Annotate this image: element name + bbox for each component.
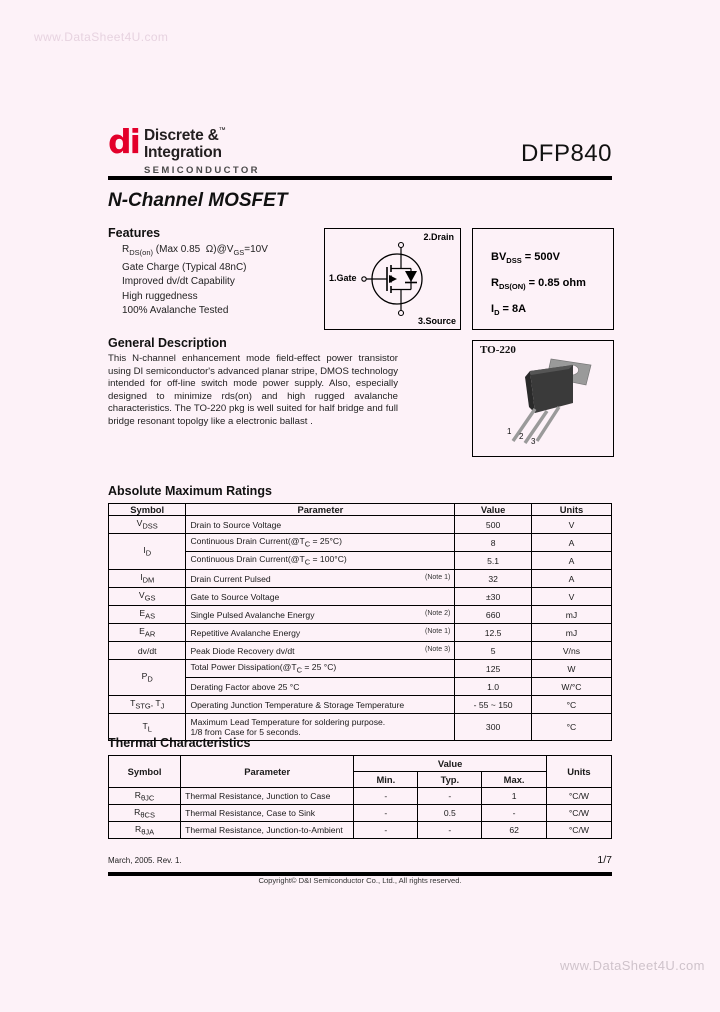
- part-number: DFP840: [520, 140, 612, 167]
- row-units: °C: [531, 696, 611, 714]
- row-value: 5: [455, 642, 532, 660]
- features-list: [122, 243, 268, 319]
- mosfet-symbol-icon: [325, 229, 460, 329]
- row-units: A: [531, 534, 611, 552]
- logo-line-1: Discrete &: [143, 127, 219, 144]
- row-value: 300: [455, 714, 532, 741]
- absolute-max-ratings-heading: Absolute Maximum Ratings: [108, 484, 272, 498]
- col-header-units: Units: [546, 756, 611, 788]
- mosfet-symbol-box: [324, 228, 461, 330]
- row-note: (Note 1): [425, 573, 451, 581]
- table-row: [109, 570, 612, 588]
- row-units: V: [531, 516, 611, 534]
- col-header-value: Value: [455, 504, 532, 516]
- col-header-symbol: Symbol: [109, 756, 181, 788]
- row-note: (Note 3): [425, 645, 451, 653]
- table-row: [109, 822, 612, 839]
- row-units: °C: [531, 714, 611, 741]
- feature-item-1: Gate Charge (Typical 48nC): [122, 261, 247, 273]
- row-value: 8: [455, 534, 532, 552]
- row-parameter-text: Single Pulsed Avalanche Energy: [190, 609, 315, 620]
- row-typ: -: [418, 822, 482, 839]
- row-symbol: $R_{\theta JC}$: [109, 788, 181, 805]
- package-pin-1: 1: [507, 427, 512, 436]
- logo-line-3: SEMICONDUCTOR: [143, 164, 260, 176]
- col-header-parameter: Parameter: [186, 504, 455, 516]
- row-parameter: Continuous Drain $Current(@T_C = 100^\circ C)$: [186, 552, 455, 570]
- row-symbol: $I_{DM}$: [109, 570, 186, 588]
- row-parameter: Continuous Drain $Current(@T_C = 25^\circ C)$: [186, 534, 455, 552]
- table-row: [109, 642, 612, 660]
- col-header-value: Value: [354, 756, 547, 772]
- row-value: 12.5: [455, 624, 532, 642]
- row-units: A: [531, 570, 611, 588]
- row-parameter: Maximum Lead Temperature for soldering purpose. 1/8 from Case for 5 seconds.: [186, 714, 455, 741]
- feature-item-3: High ruggedness: [122, 290, 198, 302]
- row-note: (Note 1): [425, 627, 451, 635]
- feature-item-4: 100% Avalanche Tested: [122, 305, 229, 317]
- row-value: 125: [455, 660, 532, 678]
- col-header-min: Min.: [354, 772, 418, 788]
- package-pin-3: 3: [531, 437, 536, 446]
- general-description-body: This N-channel enhancement mode field-effect power transistor using DI semiconductor's advanced planar stripe, DMOS technology intended for off-line switch mode power supply. Also, especially designed to minimize rds(on) and high rugged avalanche characteristics. The TO-220 pkg is well suited for half bridge and full bridge resonant topolgy like a electronic ballast .: [108, 353, 398, 427]
- row-parameter: [186, 642, 455, 660]
- footer-copyright: Copyright© D&I Semiconductor Co., Ltd., All rights reserved.: [258, 876, 462, 885]
- thermal-characteristics-table: [108, 755, 612, 839]
- footer-rule: [108, 872, 612, 876]
- row-typ: -: [418, 788, 482, 805]
- row-symbol: $E_{AS}$: [109, 606, 186, 624]
- row-units: W: [531, 660, 611, 678]
- row-value: 1.0: [455, 678, 532, 696]
- row-parameter: Operating Junction Temperature & Storage Temperature: [186, 696, 455, 714]
- row-parameter: Thermal Resistance, Case to Sink: [181, 805, 354, 822]
- company-logo: [108, 122, 260, 177]
- absolute-max-ratings-table: [108, 503, 612, 741]
- table-row: [109, 805, 612, 822]
- row-units: W/°C: [531, 678, 611, 696]
- feature-item-0: $R_{DS(on)}$ (Max 0.85 $\Omega)@V_{GS}=10V$: [122, 244, 268, 257]
- table-row: [109, 588, 612, 606]
- row-units: V: [531, 588, 611, 606]
- to220-package-image: [473, 341, 613, 456]
- key-specs-box: [472, 228, 614, 330]
- row-min: -: [354, 788, 418, 805]
- col-header-units: Units: [531, 504, 611, 516]
- spec-rdson: $R_{DS(ON)} = 0.85$ ohm: [491, 277, 586, 292]
- row-symbol: $E_{AR}$: [109, 624, 186, 642]
- row-units: mJ: [531, 606, 611, 624]
- symbol-drain-label: 2.Drain: [423, 232, 454, 242]
- col-header-parameter: Parameter: [181, 756, 354, 788]
- page-header: [108, 122, 612, 180]
- header-rule: [108, 176, 612, 180]
- package-pin-2: 2: [519, 432, 524, 441]
- row-parameter-text: Repetitive Avalanche Energy: [190, 627, 301, 638]
- table-row: [109, 534, 612, 552]
- table-header-row: [109, 756, 612, 772]
- footer-revision: March, 2005. Rev. 1.: [108, 856, 182, 865]
- row-parameter: Thermal Resistance, Junction-to-Ambient: [181, 822, 354, 839]
- feature-item-2: Improved dv/dt Capability: [122, 276, 235, 288]
- general-description-heading: General Description: [108, 336, 227, 350]
- row-parameter: [186, 570, 455, 588]
- row-value: 500: [455, 516, 532, 534]
- symbol-gate-label: 1.Gate: [329, 273, 357, 283]
- row-units: V/ns: [531, 642, 611, 660]
- row-note: (Note 2): [425, 609, 451, 617]
- package-name-label: TO-220: [480, 344, 516, 356]
- table-row: [109, 606, 612, 624]
- features-heading: Features: [108, 226, 161, 240]
- row-units: °C/W: [546, 788, 611, 805]
- watermark-top: www.DataSheet4U.com: [34, 30, 169, 44]
- row-parameter: Drain to Source Voltage: [186, 516, 455, 534]
- row-parameter: Thermal Resistance, Junction to Case: [181, 788, 354, 805]
- row-typ: 0.5: [418, 805, 482, 822]
- footer-page-number: 1/7: [597, 854, 612, 866]
- row-value: ±30: [455, 588, 532, 606]
- spec-id: $I_D = 8A$: [491, 303, 527, 318]
- row-symbol: $R_{\theta JA}$: [109, 822, 181, 839]
- row-value: 5.1: [455, 552, 532, 570]
- logo-line-2: Integration: [143, 144, 222, 161]
- logo-mark-di: di: [108, 122, 139, 161]
- thermal-characteristics-heading: Thermal Characteristics: [108, 736, 251, 750]
- row-units: °C/W: [546, 805, 611, 822]
- table-row: [109, 788, 612, 805]
- watermark-bottom: www.DataSheet4U.com: [560, 958, 705, 973]
- row-parameter-text: Peak Diode Recovery dv/dt: [190, 645, 295, 656]
- row-symbol: dv/dt: [109, 642, 186, 660]
- package-box: [472, 340, 614, 457]
- row-parameter: Derating Factor above 25 °C: [186, 678, 455, 696]
- row-min: -: [354, 805, 418, 822]
- col-header-symbol: Symbol: [109, 504, 186, 516]
- table-row: [109, 624, 612, 642]
- row-symbol: $I_D$: [109, 534, 186, 570]
- row-parameter: Gate to Source Voltage: [186, 588, 455, 606]
- row-symbol: $R_{\theta CS}$: [109, 805, 181, 822]
- row-max: 62: [482, 822, 547, 839]
- row-value: 660: [455, 606, 532, 624]
- row-symbol: $T_L$: [109, 714, 186, 741]
- logo-wordmark: [144, 128, 260, 177]
- row-units: mJ: [531, 624, 611, 642]
- row-parameter-text: Drain Current Pulsed: [190, 573, 271, 584]
- table-row: [109, 660, 612, 678]
- row-symbol: $T_{STG}$, $T_J$: [109, 696, 186, 714]
- row-symbol: $V_{GS}$: [109, 588, 186, 606]
- trademark-icon: ™: [218, 127, 226, 134]
- spec-bvdss: $BV_{DSS} = 500V$: [491, 251, 560, 266]
- row-value: 32: [455, 570, 532, 588]
- row-units: A: [531, 552, 611, 570]
- row-parameter: [186, 624, 455, 642]
- row-units: °C/W: [546, 822, 611, 839]
- table-row: [109, 516, 612, 534]
- row-parameter: Total Power $Dissipation(@T_C = 25$ °C): [186, 660, 455, 678]
- row-symbol: $V_{DSS}$: [109, 516, 186, 534]
- row-value: - 55 ~ 150: [455, 696, 532, 714]
- row-min: -: [354, 822, 418, 839]
- table-row: [109, 696, 612, 714]
- col-header-max: Max.: [482, 772, 547, 788]
- row-max: -: [482, 805, 547, 822]
- row-parameter: [186, 606, 455, 624]
- row-max: 1: [482, 788, 547, 805]
- symbol-source-label: 3.Source: [417, 316, 456, 326]
- row-symbol: $P_D$: [109, 660, 186, 696]
- col-header-typ: Typ.: [418, 772, 482, 788]
- table-header-row: [109, 504, 612, 516]
- page-title: N-Channel MOSFET: [108, 190, 288, 211]
